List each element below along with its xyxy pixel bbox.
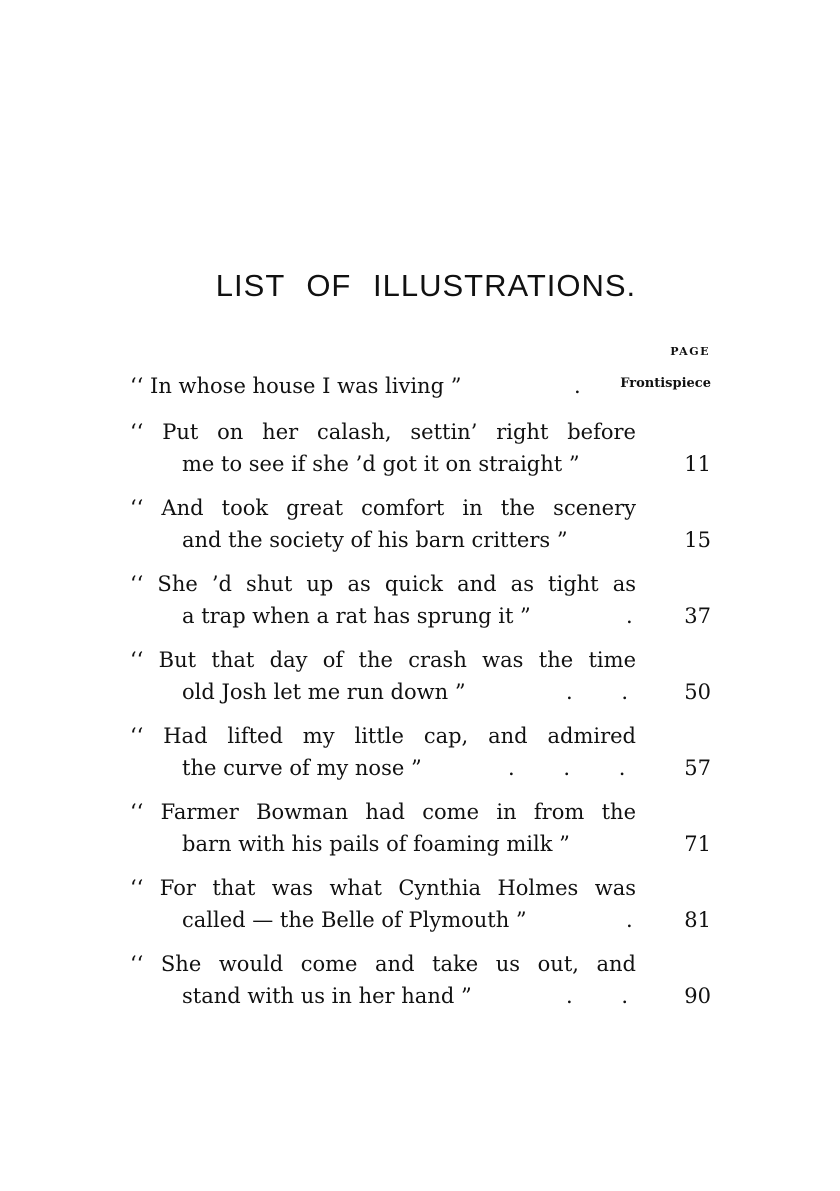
list-item xyxy=(130,644,711,708)
entry-caption-line-2: barn with his pails of foaming milk ” xyxy=(182,832,570,856)
list-item xyxy=(130,416,711,480)
entry-page-number: 57 xyxy=(684,756,711,780)
page-title: LIST OF ILLUSTRATIONS. xyxy=(215,268,637,303)
entry-caption-line-1: ‘‘ But that day of the crash was the time xyxy=(130,648,636,672)
list-item xyxy=(130,568,711,632)
page-column-header: PAGE xyxy=(670,345,710,358)
dot-leader: . xyxy=(626,604,633,628)
entry-page-number: 50 xyxy=(684,680,711,704)
entry-page-number: 81 xyxy=(684,908,711,932)
entry-page-number: 71 xyxy=(684,832,711,856)
entry-caption-line-2: and the society of his barn critters ” xyxy=(182,528,568,552)
entry-page-number: Frontispiece xyxy=(620,376,711,391)
list-item xyxy=(130,948,711,1012)
list-item xyxy=(130,370,711,402)
dot-leader: . . xyxy=(566,680,629,704)
entry-caption-line-1: ‘‘ And took great comfort in the scenery xyxy=(130,496,636,520)
entry-caption-line-2: a trap when a rat has sprung it ” xyxy=(182,604,531,628)
dot-leader: . xyxy=(626,908,633,932)
entry-caption-line-1: ‘‘ She would come and take us out, and xyxy=(130,952,636,976)
entry-caption: ‘‘ In whose house I was living ” xyxy=(130,374,462,398)
entry-caption-line-2: old Josh let me run down ” xyxy=(182,680,466,704)
list-item xyxy=(130,796,711,860)
dot-leader: . . . xyxy=(508,756,626,780)
entry-caption-line-1: ‘‘ Farmer Bowman had come in from the xyxy=(130,800,636,824)
entry-page-number: 37 xyxy=(684,604,711,628)
dot-leader: . xyxy=(574,374,581,398)
list-item xyxy=(130,492,711,556)
entry-page-number: 11 xyxy=(684,452,711,476)
illustrations-list xyxy=(130,370,711,1024)
list-item xyxy=(130,872,711,936)
entry-caption-line-2: the curve of my nose ” xyxy=(182,756,422,780)
list-item xyxy=(130,720,711,784)
entry-caption-line-2: me to see if she ’d got it on straight ” xyxy=(182,452,580,476)
entry-caption-line-2: stand with us in her hand ” xyxy=(182,984,472,1008)
dot-leader: . . xyxy=(566,984,629,1008)
entry-caption-line-1: ‘‘ Put on her calash, settin’ right before xyxy=(130,420,636,444)
entry-page-number: 90 xyxy=(684,984,711,1008)
entry-caption-line-2: called — the Belle of Plymouth ” xyxy=(182,908,527,932)
entry-caption-line-1: ‘‘ She ’d shut up as quick and as tight as xyxy=(130,572,636,596)
entry-caption-line-1: ‘‘ For that was what Cynthia Holmes was xyxy=(130,876,636,900)
entry-page-number: 15 xyxy=(684,528,711,552)
entry-caption-line-1: ‘‘ Had lifted my little cap, and admired xyxy=(130,724,636,748)
